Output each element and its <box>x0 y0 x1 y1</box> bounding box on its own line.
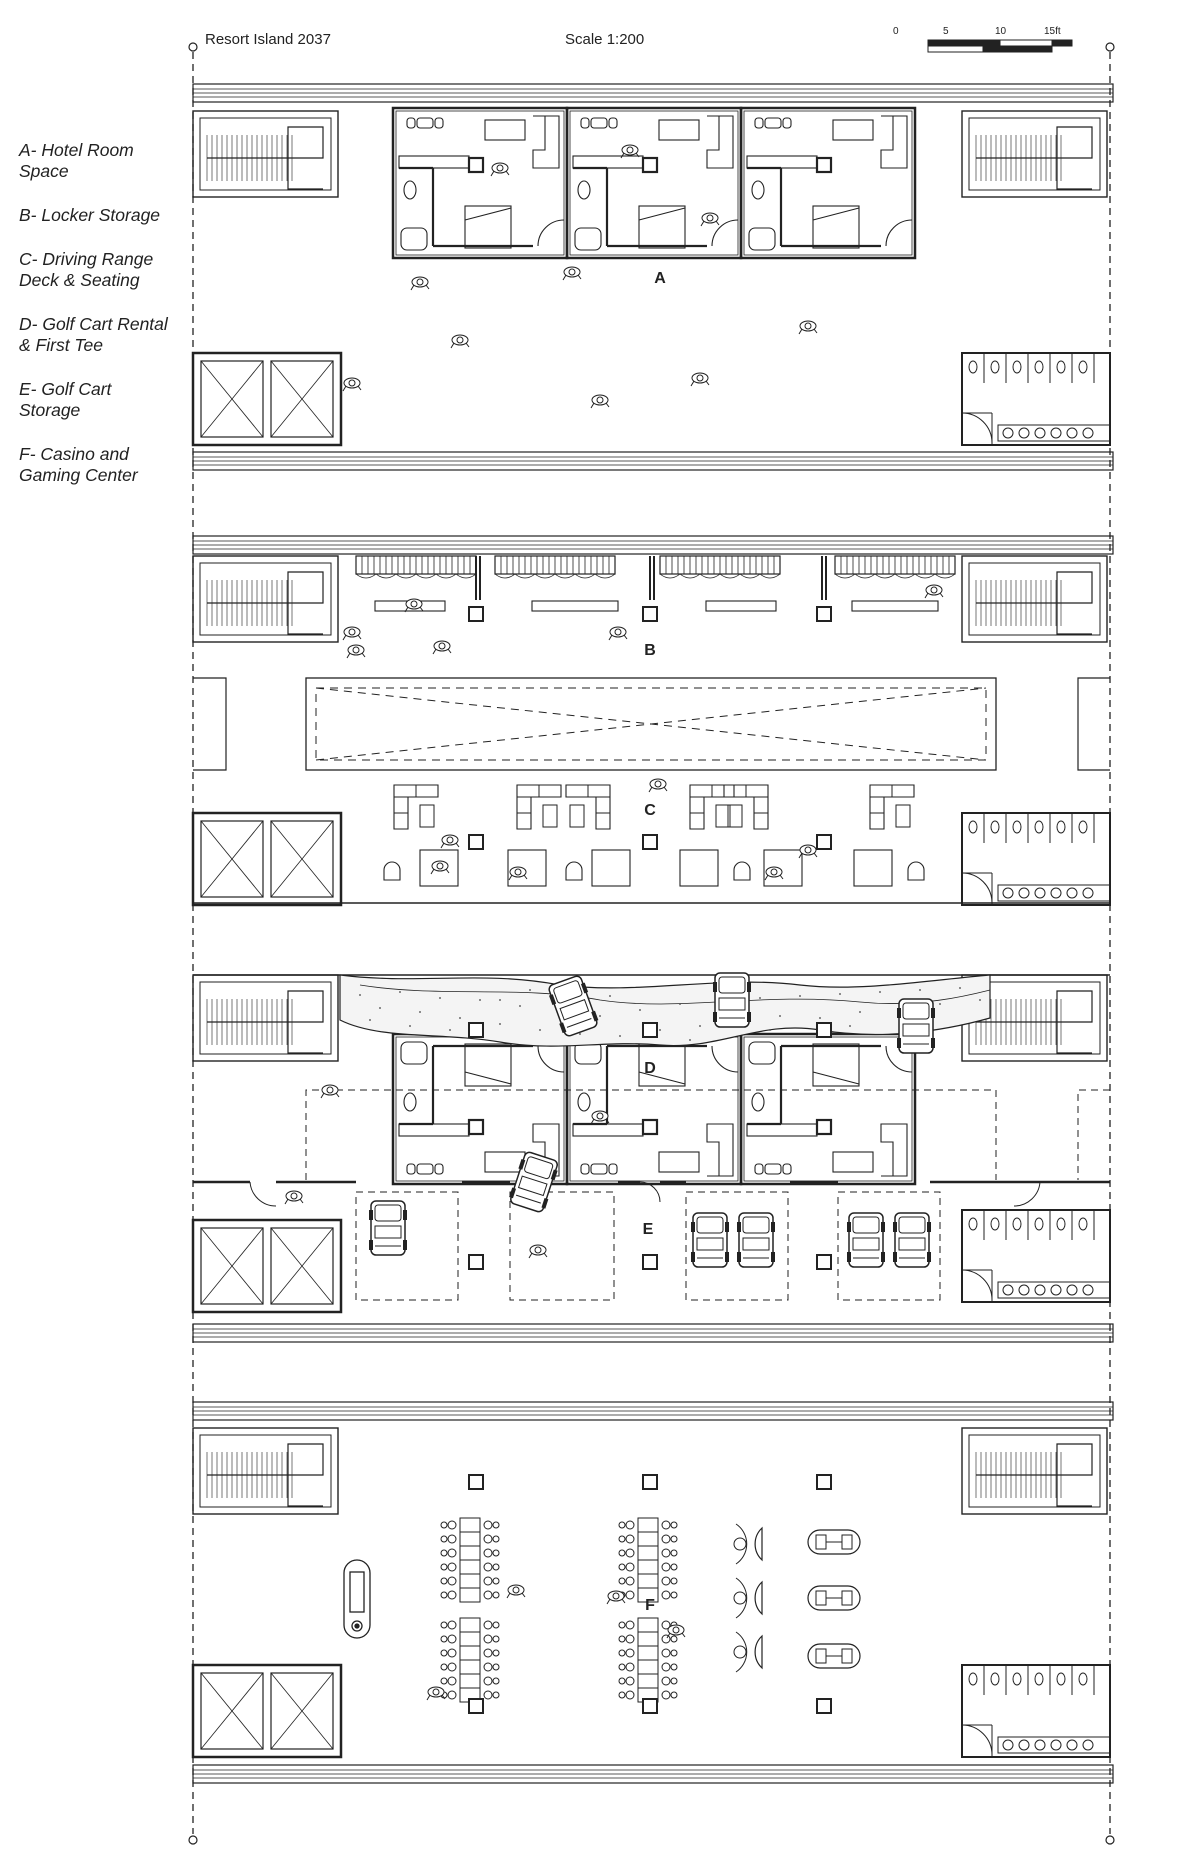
scalebar-tick-10: 10 <box>995 26 1007 37</box>
zone-label-e: E <box>642 1221 654 1238</box>
floor-lockers-driving-range <box>193 536 1113 905</box>
zone-label-c: C <box>644 802 656 819</box>
legend-item-e: E- Golf Cart Storage <box>19 379 112 420</box>
floor-golf-carts <box>193 973 1113 1342</box>
floor-casino <box>193 1402 1113 1783</box>
drawing-title: Resort Island 2037 <box>205 31 331 48</box>
scalebar-tick-15ft: 15ft <box>1044 26 1061 37</box>
legend-item-f: F- Casino and Gaming Center <box>19 444 138 485</box>
legend-item-c: C- Driving Range Deck & Seating <box>19 249 154 290</box>
scalebar <box>928 40 1072 52</box>
legend-item-d: D- Golf Cart Rental & First Tee <box>19 314 168 355</box>
zone-label-b: B <box>644 642 656 659</box>
scale-label: Scale 1:200 <box>565 31 645 48</box>
scalebar-tick-5: 5 <box>943 26 949 37</box>
zone-label-f: F <box>645 1597 655 1614</box>
legend-item-a: A- Hotel Room Space <box>19 140 134 181</box>
zone-label-d: D <box>644 1060 656 1077</box>
legend-item-b: B- Locker Storage <box>19 205 161 225</box>
zone-label-a: A <box>654 270 666 287</box>
scalebar-tick-0: 0 <box>893 26 899 37</box>
